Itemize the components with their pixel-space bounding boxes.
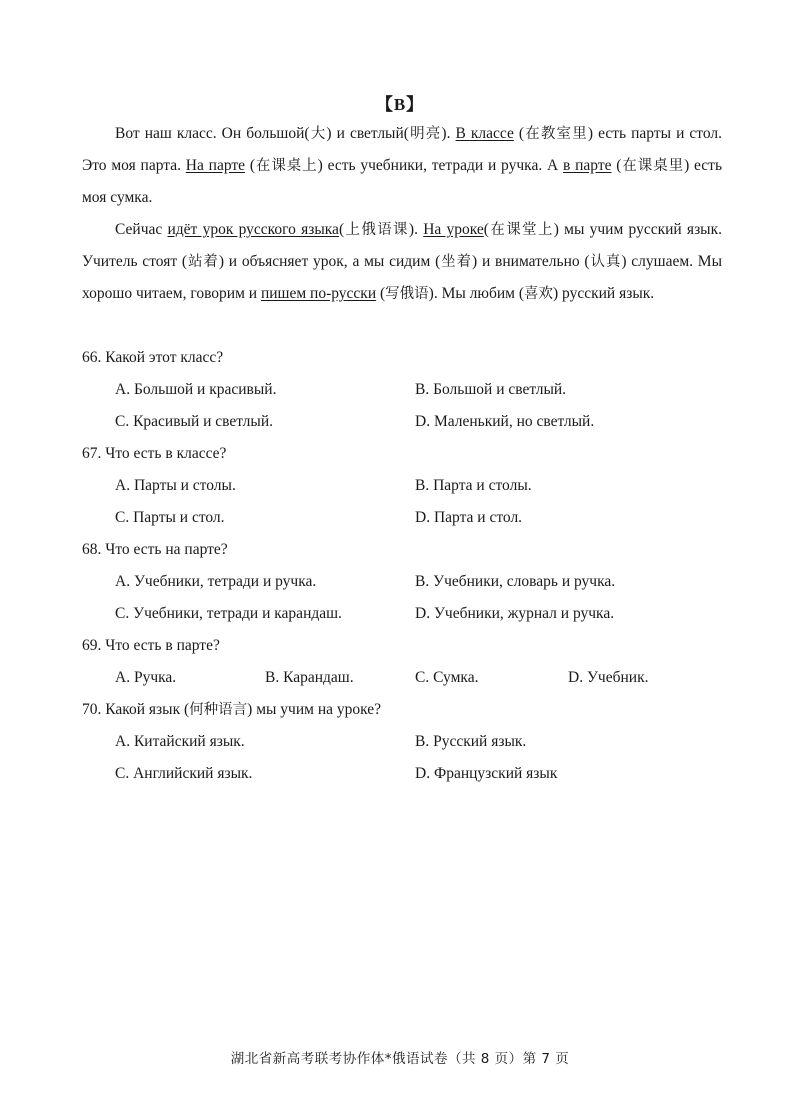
text-run: ) слушаем. Мы хорошо читаем, говорим и <box>82 253 723 302</box>
chinese-gloss: 喜欢 <box>524 286 553 302</box>
text-run: ( <box>338 221 345 238</box>
option-row <box>82 470 722 502</box>
option-b: B. Парта и столы. <box>415 477 532 494</box>
option-b: B. Учебники, словарь и ручка. <box>415 573 616 590</box>
question-67 <box>82 438 722 534</box>
underlined-phrase: В классе <box>455 125 514 142</box>
text-run: ) мы учим на уроке? <box>247 701 382 718</box>
option-b: B. Русский язык. <box>415 733 527 750</box>
passage-paragraph-2 <box>82 214 722 310</box>
option-d: D. Учебники, журнал и ручка. <box>415 605 615 622</box>
question-stem: 66. Какой этот класс? <box>82 349 224 366</box>
text-run: ) мы учим русский язык. Учитель стоят ( <box>82 221 723 270</box>
option-c: C. Английский язык. <box>115 765 253 782</box>
option-a: A. Ручка. <box>115 669 177 686</box>
chinese-gloss: 大 <box>309 126 327 142</box>
option-c: C. Учебники, тетради и карандаш. <box>115 605 342 622</box>
text-run: ( <box>245 157 255 174</box>
option-row <box>82 726 722 758</box>
chinese-gloss: 在教室里 <box>524 126 588 142</box>
option-row <box>82 598 722 630</box>
question-69 <box>82 630 722 694</box>
text-run: ( <box>483 221 489 238</box>
text-run: ) есть моя сумка. <box>82 157 723 206</box>
text-run: ). Мы любим ( <box>428 285 524 302</box>
text-run: ) есть учебники, тетради и ручка. А <box>317 157 563 174</box>
option-a: A. Китайский язык. <box>115 733 245 750</box>
passage-paragraph-1 <box>82 118 722 214</box>
option-a: A. Парты и столы. <box>115 477 236 494</box>
chinese-gloss: 上俄语课 <box>344 222 409 238</box>
chinese-gloss: 站着 <box>187 254 219 270</box>
text-run: ). <box>408 221 424 238</box>
question-stem: 69. Что есть в парте? <box>82 637 220 654</box>
text-run: ) и внимательно ( <box>472 253 590 270</box>
chinese-gloss: 写俄语 <box>385 286 429 302</box>
page-footer: 湖北省新高考联考协作体*俄语试卷（共 8 页）第 7 页 <box>230 1051 570 1067</box>
section-title: 【B】 <box>375 95 425 114</box>
text-run: ) есть парты и стол. Это моя парта. <box>82 125 723 174</box>
option-row <box>82 502 722 534</box>
option-a: A. Большой и красивый. <box>115 381 277 398</box>
option-c: C. Сумка. <box>415 669 479 686</box>
option-c: C. Красивый и светлый. <box>115 413 273 430</box>
question-stem <box>82 694 722 726</box>
option-d: D. Маленький, но светлый. <box>415 413 595 430</box>
underlined-phrase: пишем по-русски <box>260 285 377 302</box>
question-68 <box>82 534 722 630</box>
option-d: D. Французский язык <box>415 765 558 782</box>
option-row <box>82 374 722 406</box>
text-run: Вот наш класс. Он большой( <box>115 125 310 142</box>
underlined-phrase: идёт урок русского языка <box>167 221 339 238</box>
option-b: B. Большой и светлый. <box>415 381 567 398</box>
option-c: C. Парты и стол. <box>115 509 225 526</box>
underlined-phrase: На парте <box>185 157 246 174</box>
option-row <box>82 406 722 438</box>
option-d: D. Учебник. <box>568 669 649 686</box>
text-run: ) и объясняет урок, а мы сидим ( <box>218 253 441 270</box>
underlined-phrase: На уроке <box>423 221 484 238</box>
chinese-gloss: 认真 <box>589 254 622 270</box>
question-list <box>82 342 722 790</box>
option-row <box>82 662 722 694</box>
option-row <box>82 758 722 790</box>
question-stem: 67. Что есть в классе? <box>82 445 227 462</box>
option-b: B. Карандаш. <box>265 669 354 686</box>
question-66 <box>82 342 722 438</box>
chinese-gloss: 在课堂上 <box>488 222 554 238</box>
text-run: ( <box>376 285 386 302</box>
text-run: ) русский язык. <box>553 285 655 302</box>
chinese-gloss: 明亮 <box>408 126 442 142</box>
question-70 <box>82 694 722 790</box>
question-stem: 68. Что есть на парте? <box>82 541 228 558</box>
text-run: Сейчас <box>115 221 168 238</box>
chinese-gloss: 何种语言 <box>189 702 248 718</box>
chinese-gloss: 坐着 <box>440 254 472 270</box>
text-run: ( <box>611 157 622 174</box>
option-a: A. Учебники, тетради и ручка. <box>115 573 317 590</box>
option-row <box>82 566 722 598</box>
reading-passage <box>82 118 722 310</box>
chinese-gloss: 在课桌上 <box>255 158 318 174</box>
underlined-phrase: в парте <box>563 157 612 174</box>
text-run: ( <box>513 125 525 142</box>
option-d: D. Парта и стол. <box>415 509 523 526</box>
text-run: ) и светлый( <box>326 125 409 142</box>
text-run: ). <box>441 125 456 142</box>
chinese-gloss: 在课桌里 <box>621 158 685 174</box>
text-run: 70. Какой язык ( <box>82 701 190 718</box>
